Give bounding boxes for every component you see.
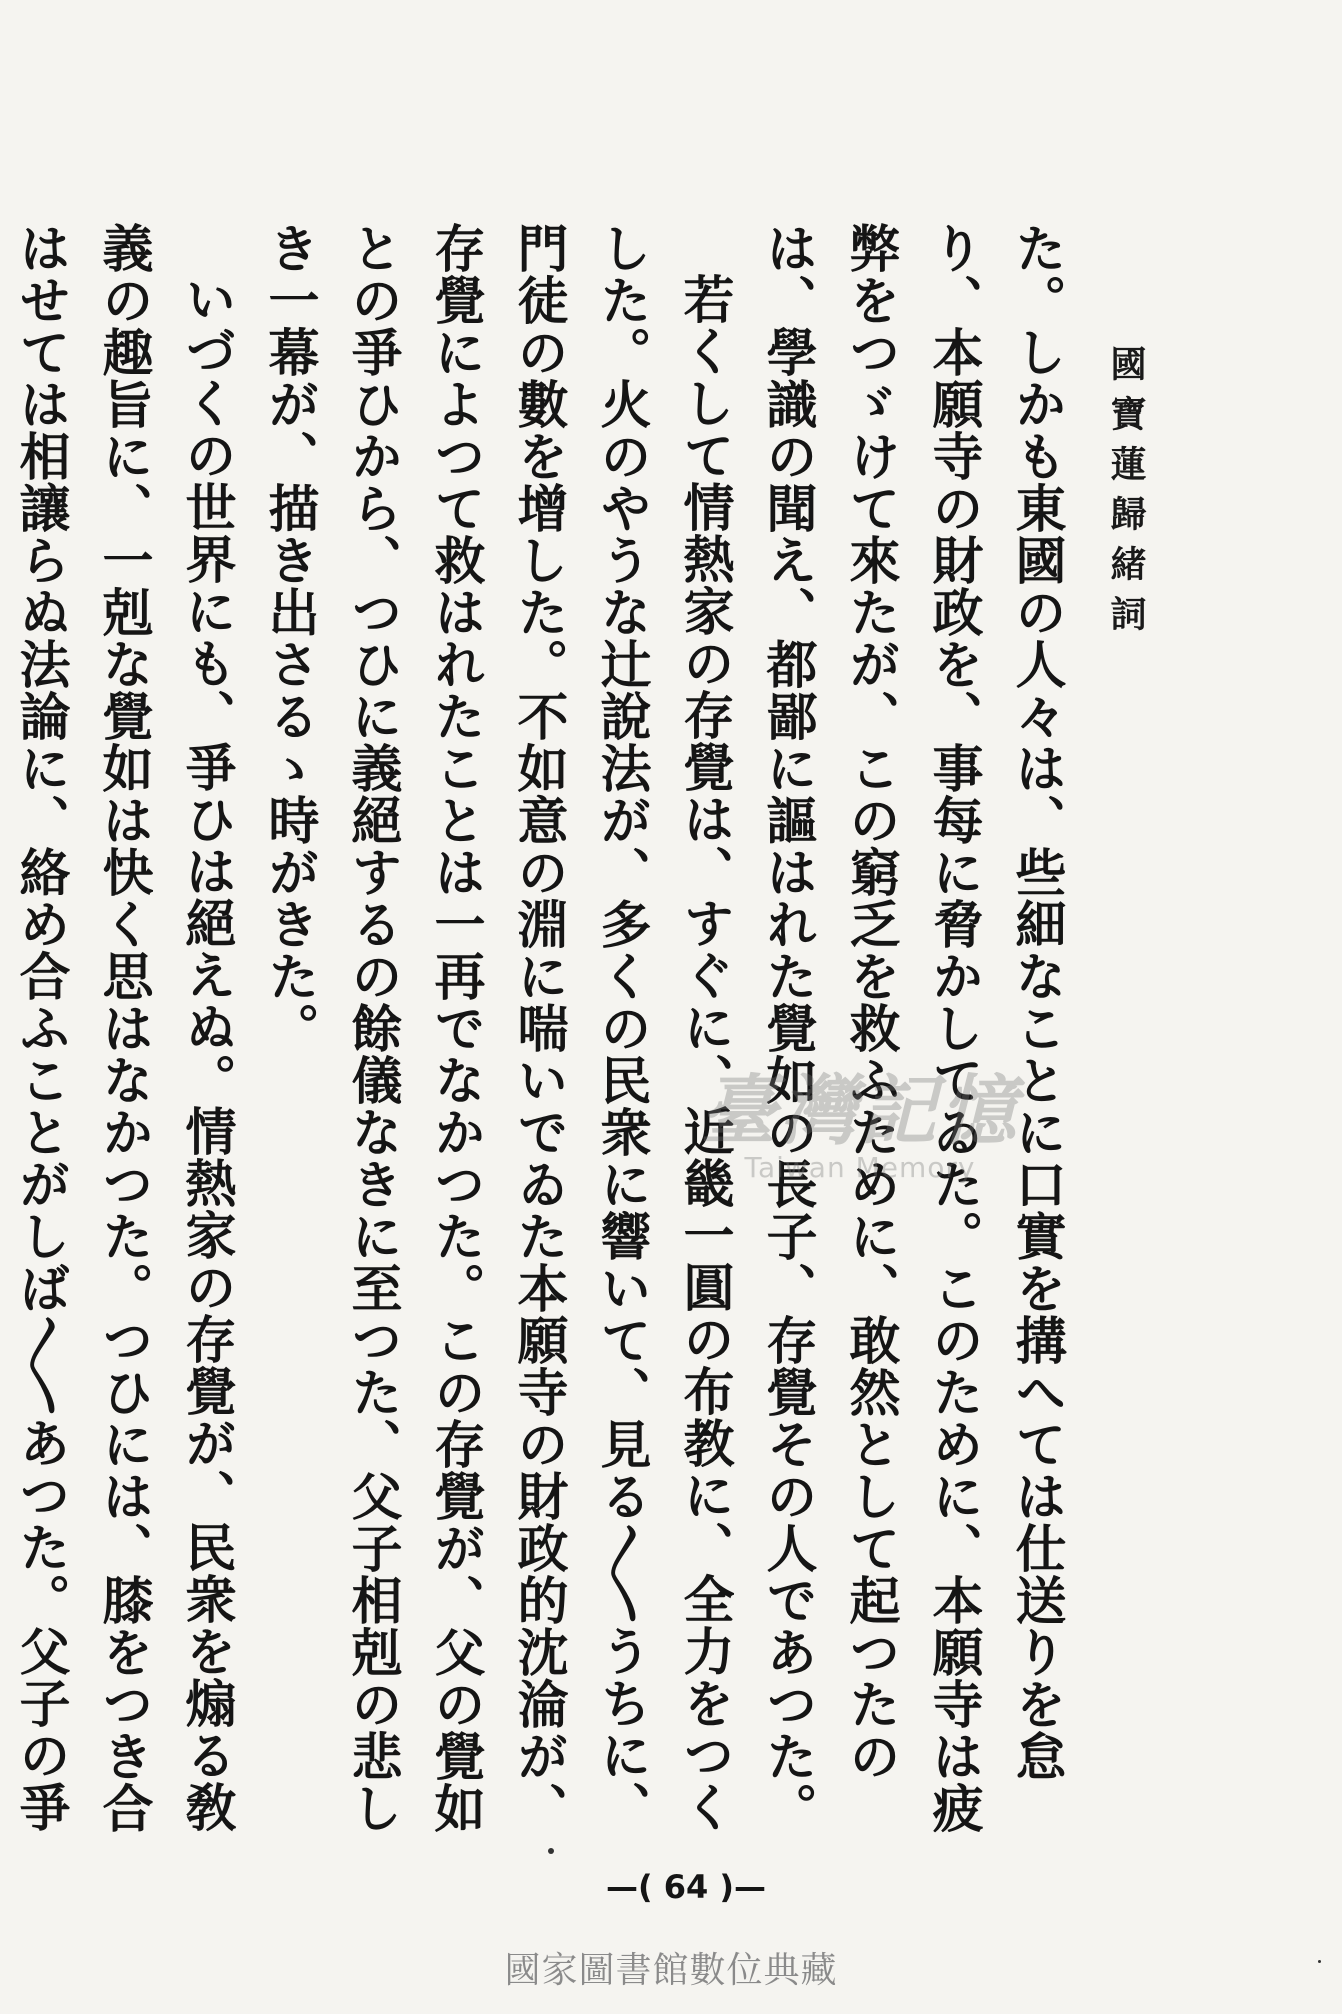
- paragraph-2: 若くして情熱家の存覺は、すぐに、近畿一圓の布教に、全力をつくした。火のやうな辻說法が、多くの民衆に響いて、見る〳〵うちに、門徒の數を增した。不如意の淵に喘いでゐた本願寺の財政的沈淪が、存覺によつて救はれたことは一再でなかつた。この存覺が、父の覺如との爭ひから、つひに義絕するの餘儀なきに至つた、父子相剋の悲しき一幕が、描き出さるゝ時がきた。: [259, 222, 734, 1834]
- taiwan-memory-watermark: [700, 1050, 1020, 1184]
- running-head: 國寶蓮歸緒詞: [1105, 345, 1147, 645]
- paragraph-3: いづくの世界にも、爭ひは絕えぬ。情熱家の存覺が、民衆を煽る敎義の趣旨に、一剋な覺如は快く思はなかつた。つひには、膝をつき合はせては相讓らぬ法論に、絡め合ふことがしば〳〵あつた。父子の爭: [10, 222, 236, 1834]
- ink-speck: [548, 1848, 554, 1854]
- ink-speck: [1318, 1960, 1321, 1963]
- library-footer: 國家圖書館數位典藏: [504, 1950, 838, 1991]
- paragraph-1: た。しかも東國の人々は、些細なことに口實を搆へては仕送りを怠り、本願寺の財政を、事每に脅かしてゐた。このために、本願寺は疲弊をつゞけて來たが、この窮乏を救ふために、敢然として起つたのは、學識の聞え、都鄙に謳はれた覺如の長子、存覺その人であつた。: [757, 222, 1066, 1834]
- watermark-main-text: 臺灣記憶: [700, 1066, 1020, 1155]
- watermark-sub-text: Taiwan Memory: [744, 1151, 976, 1184]
- page-number: —( 64 )—: [605, 1868, 767, 1906]
